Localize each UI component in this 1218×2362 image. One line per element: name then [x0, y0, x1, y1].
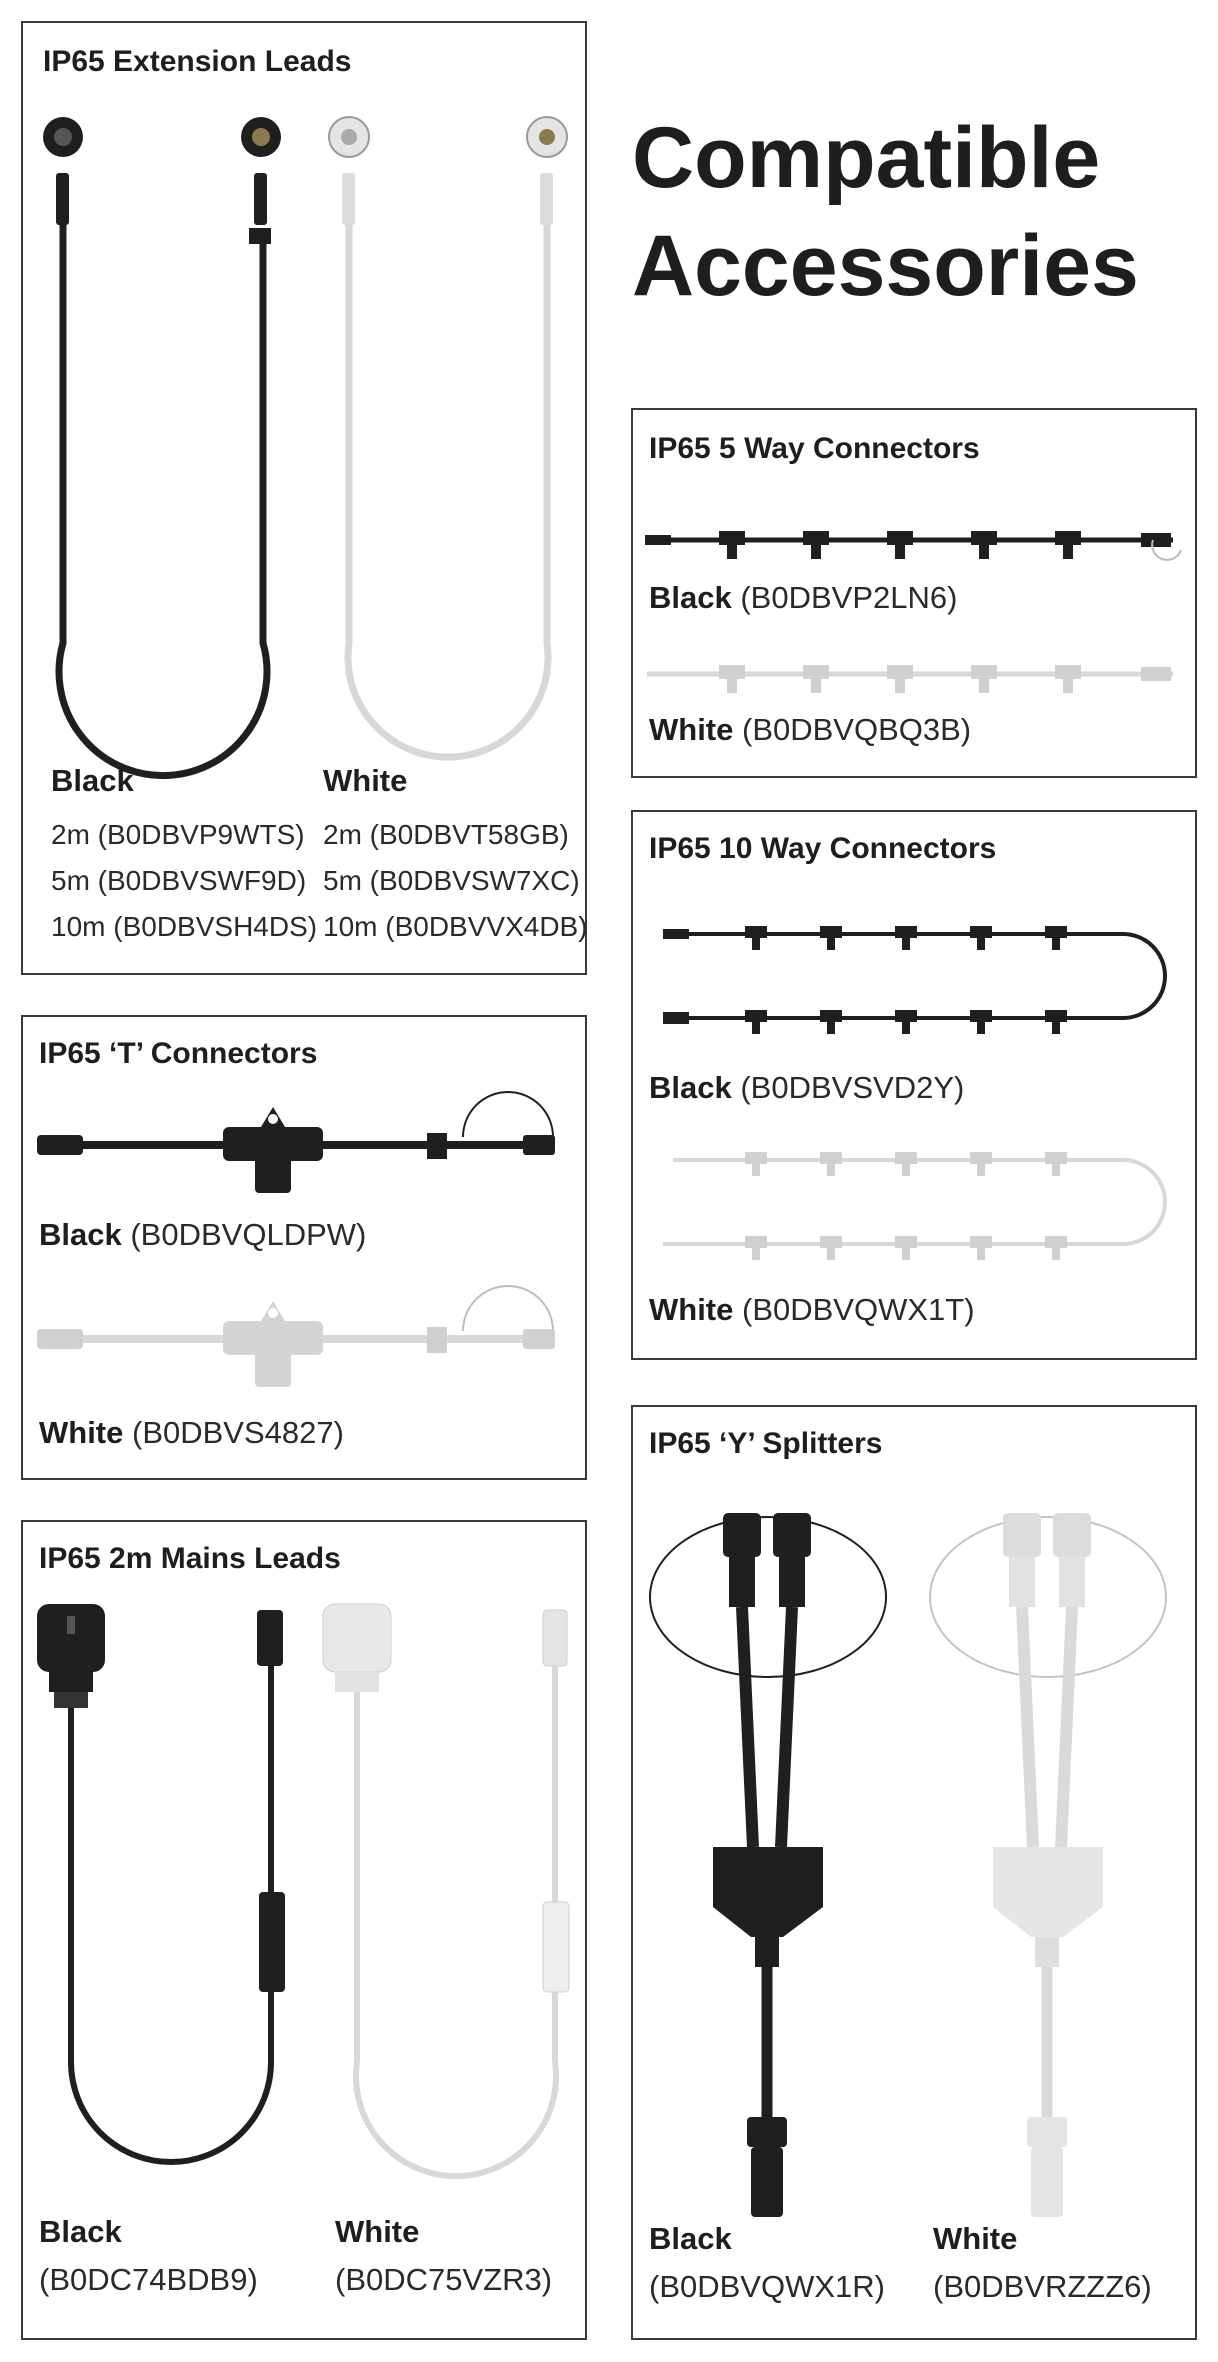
y-splitter-white-code: (B0DBVRZZZ6)	[933, 2269, 1152, 2304]
extension-black-heading: Black	[51, 763, 134, 798]
extension-black-item-3: 10m (B0DBVSH4DS)	[51, 911, 318, 942]
five-way-title: IP65 5 Way Connectors	[649, 432, 980, 465]
extension-lead-white-image	[23, 23, 589, 783]
t-connector-black-label: Black (B0DBVQLDPW)	[39, 1217, 367, 1252]
extension-white-item-1: 2m (B0DBVT58GB)	[323, 819, 569, 850]
y-splitter-black-code: (B0DBVQWX1R)	[649, 2269, 885, 2304]
extension-leads-panel	[21, 21, 587, 975]
t-connectors-title: IP65 ‘T’ Connectors	[39, 1037, 318, 1070]
mains-leads-title: IP65 2m Mains Leads	[39, 1542, 341, 1575]
y-splitter-black-color: Black	[649, 2221, 732, 2256]
mains-white-code: (B0DC75VZR3)	[335, 2262, 553, 2297]
y-splitter-black-image	[643, 1497, 923, 2257]
mains-leads-panel	[21, 1520, 587, 2340]
ten-way-white-label: White (B0DBVQWX1T)	[649, 1292, 975, 1327]
extension-white-item-3: 10m (B0DBVVX4DB)	[323, 911, 588, 942]
ten-way-black-image	[633, 912, 1199, 1042]
extension-black-item-1: 2m (B0DBVP9WTS)	[51, 819, 305, 850]
five-way-black-image	[633, 520, 1199, 580]
ten-way-black-label: Black (B0DBVSVD2Y)	[649, 1070, 965, 1105]
t-connector-white-label: White (B0DBVS4827)	[39, 1415, 344, 1450]
mains-black-color: Black	[39, 2214, 122, 2249]
ten-way-white-image	[633, 1138, 1199, 1268]
five-way-white-label: White (B0DBVQBQ3B)	[649, 712, 972, 747]
mains-lead-white-image	[23, 1522, 589, 2162]
extension-leads-title: IP65 Extension Leads	[43, 45, 352, 78]
y-splitter-white-image	[923, 1497, 1203, 2257]
y-splitters-title: IP65 ‘Y’ Splitters	[649, 1427, 883, 1460]
extension-white-item-2: 5m (B0DBVSW7XC)	[323, 865, 580, 896]
t-connector-black-image	[23, 1057, 589, 1187]
mains-white-color: White	[335, 2214, 420, 2249]
y-splitter-white-color: White	[933, 2221, 1018, 2256]
y-splitters-panel	[631, 1405, 1197, 2340]
ten-way-title: IP65 10 Way Connectors	[649, 832, 997, 865]
five-way-white-image	[633, 654, 1199, 714]
five-way-panel	[631, 408, 1197, 778]
extension-white-heading: White	[323, 763, 408, 798]
extension-black-item-2: 5m (B0DBVSWF9D)	[51, 865, 307, 896]
headline-line-2: Accessories	[632, 218, 1139, 314]
ten-way-panel	[631, 810, 1197, 1360]
t-connectors-panel	[21, 1015, 587, 1480]
t-connector-white-image	[23, 1249, 589, 1379]
mains-black-code: (B0DC74BDB9)	[39, 2262, 258, 2297]
five-way-black-label: Black (B0DBVP2LN6)	[649, 580, 958, 615]
headline-line-1: Compatible	[632, 110, 1101, 206]
page-headline	[632, 104, 1139, 320]
